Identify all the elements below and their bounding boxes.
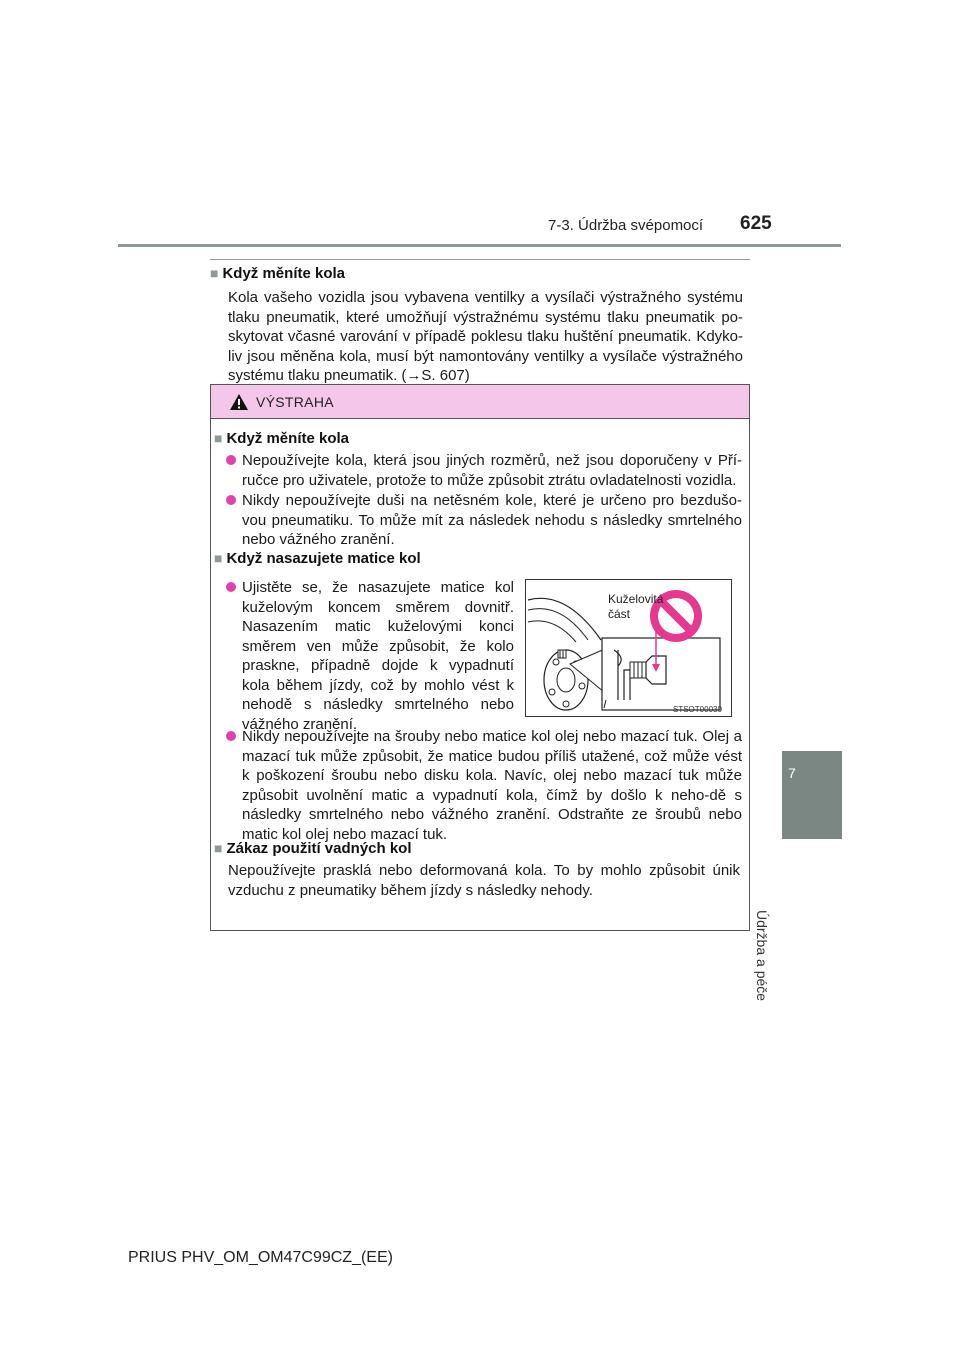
warning-section-heading-1 [214,430,349,447]
bullet-text: Ujistěte se, že nasazujete matice kol kuželovým koncem směrem dovnitř. Nasazením matic kuželovými konci směrem ven může způsobit, že kolo praskne, případně dojde k vypadnutí kola během jízdy, což by mohlo vést k nehodě s následky smrtelného nebo vážného zranění. [242,579,514,733]
warning-bullet-2-2 [242,727,742,844]
warning-section-heading-3 [214,840,412,857]
footer-document-code: PRIUS PHV_OM_OM47C99CZ_(EE) [128,1249,393,1266]
warning-section-text-3: Nepoužívejte prasklá nebo deformovaná kola. To by mohlo způsobit únik vzduchu z pneumatiky během jízdy s následky nehody. [228,862,740,899]
intro-paragraph: Kola vašeho vozidla jsou vybavena ventilky a vysílači výstražného systému tlaku pneumatik, které umožňují výstražnému systému tlaku pneumatik po-skytovat včasné varování v případě poklesu tlaku huštění pneumatik. Kdyko-liv jsou měněna kola, musí být namontovány ventilky a vysílače výstražného systému tlaku pneumatik. (→S. 607) [228,289,743,384]
chapter-title-vertical: Údržba a péče [754,910,770,1002]
square-bullet-icon: ■ [214,430,223,446]
intro-heading-text: Když měníte kola [222,265,346,282]
warning-bullet-2-1 [242,578,514,734]
bullet-dot-icon [226,495,236,505]
warning-title: VÝSTRAHA [256,394,334,410]
square-bullet-icon: ■ [214,840,223,856]
figure-label: Kuželovitá část [608,592,664,621]
header-rule [118,244,841,247]
intro-heading [210,265,345,282]
square-bullet-icon: ■ [210,265,219,281]
chapter-number: 7 [788,765,796,781]
bullet-text: Nikdy nepoužívejte duši na netěsném kole, které je určeno pro bezdušo-vou pneumatiku. To může mít za následek nehodu s následky smrtelného nebo vážného zranění. [242,492,742,548]
square-bullet-icon: ■ [214,550,223,566]
bullet-text: Nikdy nepoužívejte na šrouby nebo matice kol olej nebo mazací tuk. Olej a mazací tuk může způsobit, že matice budou příliš utažené, což může vést k poškození šroubu nebo disku kola. Navíc, olej nebo mazací tuk může způsobit uvolnění matic a vypadnutí kola, čímž by došlo k neho-dě s následky smrtelného nebo vážného zranění. Odstraňte ze šroubů nebo matic kol olej nebo mazací tuk. [242,728,742,843]
bullet-text: Nepoužívejte kola, která jsou jiných rozměrů, než jsou doporučeny v Pří-ručce pro uživatele, protože to může způsobit ztrátu ovladatelnosti vozidla. [242,452,742,489]
warning-section-heading-2 [214,550,421,567]
bullet-dot-icon [226,455,236,465]
section-heading-text: Když měníte kola [226,430,350,447]
lug-nut-figure [525,579,732,717]
warning-triangle-icon [229,393,249,411]
bullet-dot-icon [226,582,236,592]
figure-code: STSOT00030 [673,705,722,714]
header-section-title: 7-3. Údržba svépomocí [548,217,704,234]
warning-bullet-1-1 [242,451,742,490]
page-number: 625 [740,213,772,234]
warning-header [211,385,749,419]
bullet-dot-icon [226,731,236,741]
chapter-tab [782,751,842,839]
section-heading-text: Když nasazujete matice kol [226,550,421,567]
section-rule [210,259,750,260]
section-heading-text: Zákaz použití vadných kol [226,840,412,857]
warning-bullet-1-2 [242,491,742,550]
